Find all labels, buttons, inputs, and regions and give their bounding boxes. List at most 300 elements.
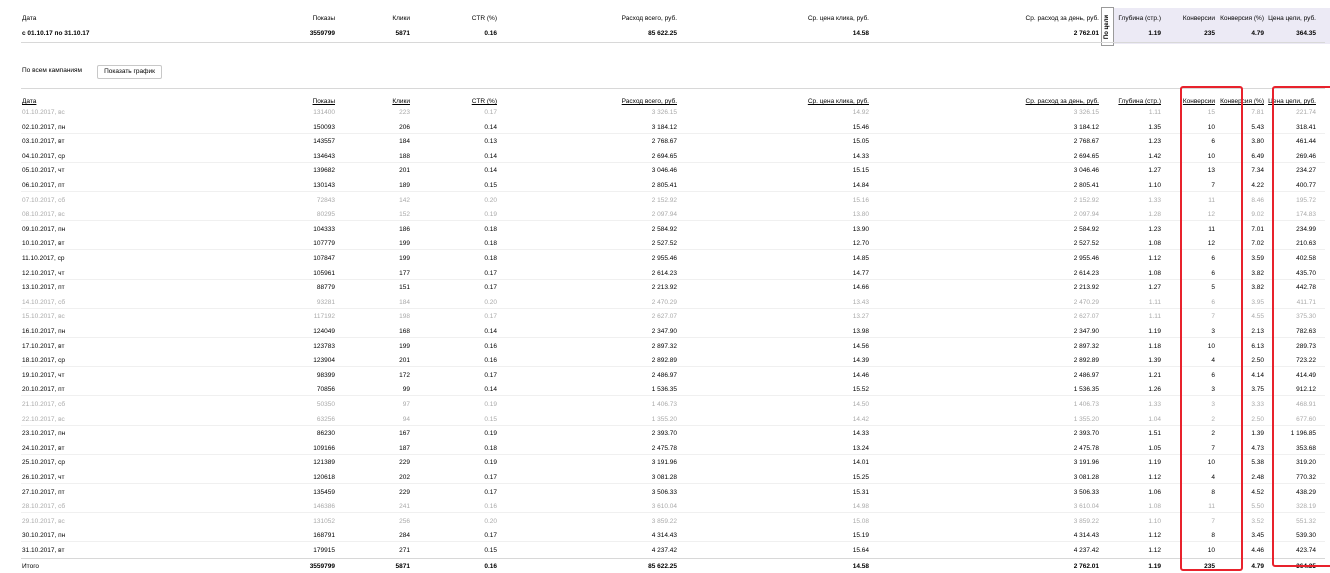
avg-cpc-cell: 13.80: [852, 211, 869, 219]
table-row: [0, 136, 1330, 148]
avg-cpc-cell: 14.56: [852, 342, 869, 350]
goal-cost-cell: 364.35: [1296, 30, 1316, 37]
avg-daily-spend-cell: 2 897.32: [1073, 342, 1099, 350]
avg-daily-spend-cell: 2 393.70: [1073, 430, 1099, 438]
conversions-cell: 11: [1208, 225, 1215, 233]
impressions-cell: 109166: [313, 444, 335, 452]
spend-cell: 2 213.92: [651, 284, 677, 292]
impressions-cell: 123904: [313, 357, 335, 365]
impressions-cell: 146386: [313, 503, 335, 511]
conversion-rate-cell: 7.81: [1251, 109, 1264, 116]
spend-cell: 2 393.70: [651, 430, 677, 438]
conversion-rate-cell: 5.38: [1251, 459, 1264, 467]
avg-daily-spend-cell: 2 614.23: [1073, 269, 1099, 277]
conversions-cell: 6: [1211, 371, 1215, 379]
goal-cost-cell: 677.60: [1296, 415, 1316, 423]
goal-cost-cell: 328.19: [1296, 503, 1316, 511]
avg-daily-spend-cell: 2 762.01: [1073, 562, 1099, 570]
table-row: [0, 311, 1330, 323]
goal-cost-cell: 375.30: [1296, 313, 1316, 321]
conversions-cell: 15: [1207, 109, 1215, 116]
goal-cost-cell: 442.78: [1296, 284, 1316, 292]
clicks-cell: 201: [399, 357, 410, 365]
avg-daily-spend-cell: 2 955.46: [1073, 255, 1099, 262]
goal-cost-cell: 318.41: [1296, 123, 1316, 131]
avg-daily-spend-cell: 3 326.15: [1073, 109, 1099, 116]
impressions-cell: 123783: [313, 342, 335, 350]
table-row: [0, 165, 1330, 177]
table-row: [0, 472, 1330, 484]
conversions-cell: 2: [1211, 430, 1215, 438]
impressions-cell: 72843: [316, 196, 335, 204]
depth-cell: 1.18: [1148, 342, 1161, 350]
spend-cell: 2 955.46: [651, 255, 677, 262]
goal-cost-cell: 195.72: [1296, 196, 1316, 204]
clicks-cell: 188: [399, 152, 410, 160]
avg-cpc-cell: 14.33: [852, 152, 869, 160]
avg-daily-spend-sort-header[interactable]: Ср. расход за день, руб.: [1025, 98, 1099, 105]
avg-cpc-cell: 13.43: [852, 298, 869, 306]
avg-cpc-cell: 14.66: [852, 284, 869, 292]
depth-cell: 1.19: [1148, 562, 1161, 570]
impressions-cell: 124049: [313, 328, 335, 335]
table-row: [0, 297, 1330, 309]
spend-cell: 2 152.92: [651, 196, 677, 204]
avg-cpc-cell: 14.50: [852, 401, 869, 408]
avg-daily-spend-cell: 4 237.42: [1073, 547, 1099, 554]
clicks-cell: 99: [402, 386, 410, 394]
date-cell: 20.10.2017, пт: [22, 386, 65, 394]
impressions-cell: 3559799: [309, 562, 335, 570]
conversions-cell: 3: [1211, 401, 1215, 408]
table-row: [0, 238, 1330, 250]
goal-cost-cell: 411.71: [1296, 298, 1316, 306]
spend-cell: 2 768.67: [651, 138, 677, 146]
impressions-cell: 168791: [313, 532, 335, 540]
clicks-cell: 256: [399, 517, 410, 525]
impressions-cell: 93281: [316, 298, 335, 306]
avg-cpc-cell: 15.19: [852, 532, 869, 540]
goal-toggle-label: По цели: [1104, 14, 1111, 39]
impressions-cell: 70856: [316, 386, 335, 394]
date-cell: 21.10.2017, сб: [22, 401, 66, 408]
conversions-cell: 6: [1211, 255, 1215, 262]
conversion-rate-cell: 4.46: [1251, 547, 1264, 554]
table-row: [0, 516, 1330, 528]
conversion-rate-cell: 4.22: [1251, 182, 1264, 189]
spend-cell: 3 326.15: [651, 109, 677, 116]
avg-daily-spend-cell: 3 191.96: [1073, 459, 1099, 467]
divider: [21, 42, 1325, 43]
depth-cell: 1.23: [1148, 138, 1161, 146]
impressions-cell: 139682: [313, 167, 335, 175]
show-chart-button[interactable]: Показать график: [97, 65, 162, 79]
conversions-cell: 3: [1211, 386, 1215, 394]
date-cell: 04.10.2017, ср: [22, 152, 66, 160]
date-cell: 22.10.2017, вс: [22, 415, 65, 423]
divider: [21, 558, 1325, 559]
ctr-cell: 0.18: [484, 240, 497, 248]
impressions-cell: 150093: [313, 123, 335, 131]
conversions-cell: 4: [1211, 474, 1215, 481]
depth-cell: 1.33: [1148, 401, 1161, 408]
avg-daily-spend-cell: 2 762.01: [1073, 30, 1099, 37]
avg-cpc-cell: 15.64: [852, 547, 869, 554]
avg-cpc-cell: 15.46: [852, 123, 869, 131]
clicks-cell: 189: [399, 182, 410, 189]
table-row: [0, 209, 1330, 221]
table-row: [0, 195, 1330, 207]
date-cell: 09.10.2017, пн: [22, 225, 66, 233]
table-row: [0, 107, 1330, 119]
ctr-cell: 0.17: [484, 474, 497, 481]
ctr-cell: 0.18: [484, 225, 497, 233]
depth-cell: 1.08: [1148, 240, 1161, 248]
goal-cost-header: Цена цели, руб.: [1268, 15, 1316, 22]
table-row: [0, 428, 1330, 440]
conversion-rate-cell: 3.52: [1251, 517, 1264, 525]
clicks-cell: 142: [399, 196, 410, 204]
conversion-rate-cell: 6.49: [1251, 152, 1264, 160]
conversions-cell: 6: [1211, 298, 1215, 306]
spend-cell: 4 314.43: [651, 532, 677, 540]
avg-daily-spend-cell: 3 506.33: [1073, 488, 1099, 496]
depth-cell: 1.08: [1148, 269, 1161, 277]
goal-cost-cell: 400.77: [1296, 182, 1316, 189]
spend-sort-header[interactable]: Расход всего, руб.: [621, 98, 677, 105]
date-cell: 23.10.2017, пн: [22, 430, 66, 438]
avg-daily-spend-cell: 1 355.20: [1073, 415, 1099, 423]
avg-daily-spend-cell: 2 097.94: [1073, 211, 1099, 219]
table-row: [0, 399, 1330, 411]
depth-cell: 1.33: [1148, 196, 1161, 204]
depth-cell: 1.10: [1148, 517, 1161, 525]
table-row: [0, 268, 1330, 280]
ctr-cell: 0.17: [484, 488, 497, 496]
conversion-rate-cell: 1.39: [1251, 430, 1264, 438]
avg-daily-spend-cell: 2 627.07: [1073, 313, 1099, 321]
goal-cost-cell: 414.49: [1296, 371, 1316, 379]
depth-cell: 1.11: [1148, 298, 1161, 306]
table-total-row: [0, 561, 1330, 573]
spend-cell: 3 191.96: [651, 459, 677, 467]
spend-cell: 4 237.42: [651, 547, 677, 554]
goal-cost-cell: 289.73: [1296, 342, 1316, 350]
impressions-cell: 80295: [316, 211, 335, 219]
ctr-cell: 0.16: [484, 562, 497, 570]
clicks-cell: 284: [399, 532, 410, 540]
date-cell: 10.10.2017, вт: [22, 240, 65, 248]
spend-cell: 3 184.12: [651, 123, 677, 131]
avg-daily-spend-cell: 3 081.28: [1073, 474, 1099, 481]
ctr-cell: 0.16: [484, 30, 497, 37]
date-cell: 24.10.2017, вт: [22, 444, 65, 452]
impressions-cell: 50350: [316, 401, 335, 408]
clicks-cell: 199: [399, 342, 410, 350]
date-cell: с 01.10.17 по 31.10.17: [22, 30, 90, 37]
spend-cell: 2 470.29: [651, 298, 677, 306]
goal-cost-cell: 174.83: [1296, 211, 1316, 219]
ctr-sort-header[interactable]: CTR (%): [471, 98, 497, 105]
date-cell: 11.10.2017, ср: [22, 255, 65, 262]
table-row: [0, 151, 1330, 163]
table-row: [0, 326, 1330, 338]
date-cell: 14.10.2017, сб: [22, 298, 66, 306]
goal-cost-cell: 770.32: [1296, 474, 1316, 481]
avg-daily-spend-cell: 3 610.04: [1073, 503, 1099, 511]
conversion-rate-cell: 4.55: [1251, 313, 1264, 321]
goal-cost-cell: 551.32: [1296, 517, 1316, 525]
clicks-cell: 172: [399, 371, 410, 379]
goal-cost-cell: 402.58: [1296, 255, 1316, 262]
table-row: [0, 180, 1330, 192]
ctr-cell: 0.19: [484, 211, 497, 219]
conversions-header: Конверсии: [1182, 15, 1215, 22]
spend-cell: 2 805.41: [651, 182, 677, 189]
avg-daily-spend-cell: 3 859.22: [1073, 517, 1099, 525]
conversion-rate-cell: 5.50: [1251, 503, 1264, 511]
impressions-cell: 130143: [313, 182, 335, 189]
conversions-cell: 6: [1211, 138, 1215, 146]
date-cell: 07.10.2017, сб: [22, 196, 66, 204]
conversions-cell: 7: [1211, 182, 1215, 189]
avg-cpc-cell: 13.24: [852, 444, 869, 452]
goal-cost-column-highlight: [1272, 86, 1330, 567]
avg-daily-spend-cell: 2 768.67: [1073, 138, 1099, 146]
avg-cpc-cell: 15.08: [852, 517, 869, 525]
table-row: [0, 253, 1330, 265]
goal-cost-cell: 210.63: [1296, 240, 1316, 248]
date-cell: 28.10.2017, сб: [22, 503, 66, 511]
conversions-sort-header[interactable]: Конверсии: [1182, 98, 1215, 105]
conversion-rate-cell: 2.50: [1251, 357, 1264, 365]
clicks-cell: 151: [399, 284, 410, 292]
avg-cpc-cell: 15.15: [852, 167, 869, 175]
goal-toggle-button[interactable]: [1101, 7, 1114, 46]
depth-cell: 1.21: [1148, 371, 1161, 379]
avg-cpc-sort-header[interactable]: Ср. цена клика, руб.: [807, 98, 869, 105]
avg-cpc-cell: 15.16: [852, 196, 869, 204]
date-cell: 25.10.2017, ср: [22, 459, 66, 467]
clicks-cell: 241: [399, 503, 410, 511]
date-cell: 19.10.2017, чт: [22, 371, 65, 379]
conversion-rate-cell: 3.75: [1251, 386, 1264, 394]
impressions-cell: 120618: [313, 474, 335, 481]
conversions-cell: 11: [1208, 503, 1215, 511]
conversion-rate-cell: 7.34: [1251, 167, 1264, 175]
conversions-cell: 3: [1211, 328, 1215, 335]
avg-cpc-cell: 14.92: [852, 109, 869, 116]
spend-cell: 2 897.32: [651, 342, 677, 350]
ctr-cell: 0.20: [484, 517, 497, 525]
goal-cost-cell: 353.68: [1296, 444, 1316, 452]
conversion-rate-cell: 6.13: [1251, 342, 1264, 350]
depth-header: Глубина (стр.): [1118, 15, 1161, 22]
spend-cell: 2 486.97: [651, 371, 677, 379]
summary-data-row: [0, 28, 1330, 40]
spend-cell: 2 097.94: [651, 211, 677, 219]
clicks-header: Клики: [392, 15, 410, 22]
table-row: [0, 370, 1330, 382]
ctr-cell: 0.14: [484, 167, 497, 175]
avg-daily-spend-cell: 2 805.41: [1073, 182, 1099, 189]
avg-daily-spend-cell: 2 527.52: [1073, 240, 1099, 248]
spend-cell: 2 892.89: [651, 357, 677, 365]
table-row: [0, 122, 1330, 134]
date-cell: 12.10.2017, чт: [22, 269, 65, 277]
conversion-rate-cell: 2.50: [1251, 415, 1264, 423]
table-row: [0, 545, 1330, 557]
ctr-cell: 0.16: [484, 503, 497, 511]
goal-cost-cell: 539.30: [1296, 532, 1316, 540]
table-row: [0, 414, 1330, 426]
spend-cell: 2 475.78: [651, 444, 677, 452]
conversion-rate-cell: 2.13: [1251, 328, 1264, 335]
spend-cell: 1 355.20: [651, 415, 677, 423]
avg-cpc-cell: 12.70: [852, 240, 869, 248]
ctr-cell: 0.16: [484, 357, 497, 365]
table-row: [0, 355, 1330, 367]
avg-cpc-cell: 15.52: [852, 386, 869, 394]
conversion-rate-cell: 4.52: [1251, 488, 1264, 496]
clicks-sort-header[interactable]: Клики: [392, 98, 410, 105]
depth-cell: 1.06: [1148, 488, 1161, 496]
depth-sort-header[interactable]: Глубина (стр.): [1118, 98, 1161, 105]
depth-cell: 1.19: [1148, 328, 1161, 335]
depth-cell: 1.19: [1148, 459, 1161, 467]
conversion-rate-cell: 4.14: [1251, 371, 1264, 379]
divider: [21, 88, 1325, 89]
avg-daily-spend-cell: 2 486.97: [1073, 371, 1099, 379]
avg-cpc-cell: 14.85: [852, 255, 869, 262]
depth-cell: 1.27: [1148, 167, 1161, 175]
conversions-column-highlight: [1180, 86, 1243, 571]
ctr-header: CTR (%): [471, 15, 497, 22]
spend-cell: 85 622.25: [648, 30, 677, 37]
spend-header: Расход всего, руб.: [621, 15, 677, 22]
impressions-cell: 98399: [316, 371, 335, 379]
ctr-cell: 0.17: [484, 313, 497, 321]
ctr-cell: 0.14: [484, 386, 497, 394]
avg-daily-spend-cell: 2 152.92: [1073, 196, 1099, 204]
conversion-rate-cell: 8.46: [1251, 196, 1264, 204]
depth-cell: 1.35: [1148, 123, 1161, 131]
date-sort-header[interactable]: Дата: [22, 98, 37, 105]
table-row: [0, 457, 1330, 469]
conversions-cell: 10: [1207, 152, 1215, 160]
clicks-cell: 167: [399, 430, 410, 438]
depth-cell: 1.12: [1148, 547, 1161, 554]
conversion-rate-cell: 3.82: [1251, 284, 1264, 292]
date-cell: 03.10.2017, вт: [22, 138, 65, 146]
conversions-cell: 12: [1207, 211, 1215, 219]
conversion-rate-header: Конверсия (%): [1220, 15, 1264, 22]
avg-cpc-cell: 14.58: [852, 30, 869, 37]
ctr-cell: 0.17: [484, 371, 497, 379]
ctr-cell: 0.17: [484, 109, 497, 116]
spend-cell: 3 081.28: [651, 474, 677, 481]
clicks-cell: 271: [399, 547, 410, 554]
ctr-cell: 0.20: [484, 196, 497, 204]
goal-cost-cell: 269.46: [1296, 152, 1316, 160]
impressions-cell: 117192: [313, 313, 335, 321]
impressions-cell: 135459: [313, 488, 335, 496]
clicks-cell: 202: [399, 474, 410, 481]
conversions-cell: 10: [1207, 547, 1215, 554]
table-row: [0, 443, 1330, 455]
date-cell: 31.10.2017, вт: [22, 547, 65, 554]
conversion-rate-sort-header[interactable]: Конверсия (%): [1220, 98, 1264, 105]
clicks-cell: 152: [399, 211, 410, 219]
avg-cpc-cell: 14.77: [852, 269, 869, 277]
conversions-cell: 235: [1204, 562, 1215, 570]
table-row: [0, 384, 1330, 396]
ctr-cell: 0.18: [484, 444, 497, 452]
ctr-cell: 0.16: [484, 342, 497, 350]
conversion-rate-cell: 4.79: [1251, 30, 1264, 37]
impressions-cell: 104333: [313, 225, 335, 233]
conversion-rate-cell: 4.73: [1251, 444, 1264, 452]
date-cell: 08.10.2017, вс: [22, 211, 65, 219]
avg-daily-spend-cell: 4 314.43: [1073, 532, 1099, 540]
conversions-cell: 10: [1207, 342, 1215, 350]
clicks-cell: 229: [399, 459, 410, 467]
date-cell: 15.10.2017, вс: [22, 313, 65, 321]
conversions-cell: 2: [1211, 415, 1215, 423]
campaign-filter-label: По всем кампаниям: [22, 67, 83, 74]
impressions-cell: 105961: [313, 269, 335, 277]
ctr-cell: 0.19: [484, 430, 497, 438]
spend-cell: 3 506.33: [651, 488, 677, 496]
conversion-rate-cell: 2.48: [1251, 474, 1264, 481]
conversion-rate-cell: 3.59: [1251, 255, 1264, 262]
ctr-cell: 0.15: [484, 415, 497, 423]
table-row: [0, 282, 1330, 294]
clicks-cell: 177: [399, 269, 410, 277]
avg-daily-spend-cell: 1 406.73: [1073, 401, 1099, 408]
avg-cpc-cell: 14.58: [852, 562, 869, 570]
conversion-rate-cell: 3.95: [1251, 298, 1264, 306]
spend-cell: 1 536.35: [651, 386, 677, 394]
depth-cell: 1.12: [1148, 474, 1161, 481]
conversions-cell: 8: [1211, 488, 1215, 496]
conversions-cell: 5: [1211, 284, 1215, 292]
clicks-cell: 199: [399, 240, 410, 248]
ctr-cell: 0.19: [484, 401, 497, 408]
avg-cpc-cell: 14.42: [852, 415, 869, 423]
ctr-cell: 0.14: [484, 328, 497, 335]
ctr-cell: 0.17: [484, 284, 497, 292]
spend-cell: 2 347.90: [651, 328, 677, 335]
spend-cell: 2 584.92: [651, 225, 677, 233]
date-cell: 26.10.2017, чт: [22, 474, 65, 481]
impressions-sort-header[interactable]: Показы: [312, 98, 335, 105]
impressions-cell: 134643: [313, 152, 335, 160]
goal-cost-cell: 438.29: [1296, 488, 1316, 496]
conversions-cell: 4: [1211, 357, 1215, 365]
conversion-rate-cell: 5.43: [1251, 123, 1264, 131]
date-cell: 05.10.2017, чт: [22, 167, 65, 175]
clicks-cell: 206: [399, 123, 410, 131]
goal-cost-cell: 221.74: [1296, 109, 1316, 116]
clicks-cell: 184: [399, 138, 410, 146]
goal-cost-sort-header[interactable]: Цена цели, руб.: [1268, 98, 1316, 105]
date-cell: 29.10.2017, вс: [22, 517, 65, 525]
ctr-cell: 0.19: [484, 459, 497, 467]
avg-cpc-cell: 14.39: [852, 357, 869, 365]
avg-daily-spend-cell: 2 892.89: [1073, 357, 1099, 365]
avg-cpc-cell: 13.98: [852, 328, 869, 335]
